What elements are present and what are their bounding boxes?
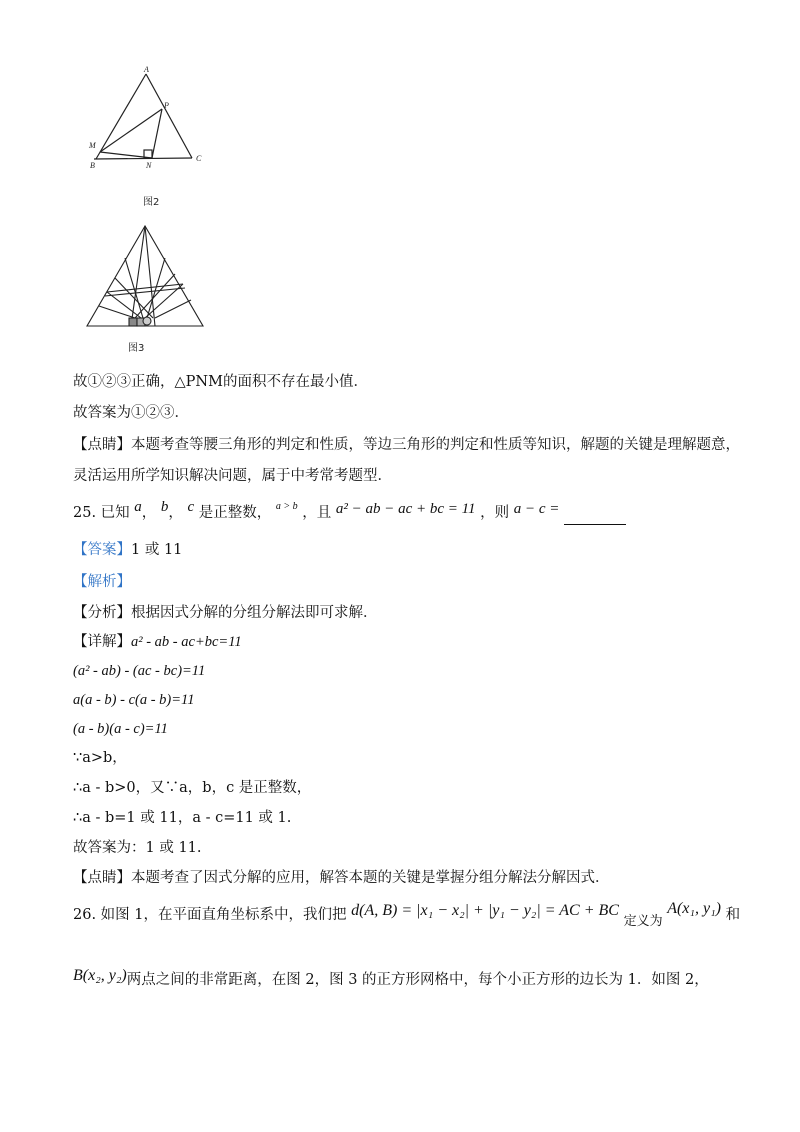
segment-mp — [100, 109, 162, 152]
xiangjie-row — [73, 632, 242, 652]
step-1: a² - ab - ac+bc=11 — [131, 634, 242, 650]
dianjing-2: 【点睛】本题考查了因式分解的应用，解答本题的关键是掌握分组分解法分解因式． — [73, 870, 610, 886]
q25-and: ，且 — [302, 505, 332, 521]
step-7: ∴a - b=1 或 11，a - c=11 或 1. — [73, 810, 292, 826]
dianjing-line-2: 灵活运用所学知识解决问题，属于中考常考题型． — [73, 468, 392, 484]
segment-pn — [152, 109, 162, 158]
figure-2 — [80, 62, 230, 212]
answer-text: 1 或 11 — [131, 542, 183, 558]
label-n: N — [146, 161, 152, 170]
answer-line: 故答案为①②③． — [73, 405, 189, 421]
figure-3 — [85, 222, 210, 332]
q25-prefix: 25. 已知 — [73, 505, 130, 521]
q26-rest: 两点之间的非常距离，在图 2，图 3 的正方形网格中，每个小正方形的边长为 1．如图 2， — [126, 972, 709, 988]
q25-condition: a > b — [275, 501, 298, 512]
q25-then: ，则 — [480, 505, 510, 521]
q25-mid: 是正整数， — [198, 505, 272, 521]
inner-line-10 — [155, 300, 191, 318]
fenxi-line: 【分析】根据因式分解的分组分解法即可求解． — [73, 605, 378, 621]
step-5: ∵a>b， — [73, 750, 127, 766]
inner-line-3 — [107, 284, 183, 292]
conclusion-line: 故①②③正确，△PNM的面积不存在最小值． — [73, 374, 368, 390]
xiangjie-tag: 【详解】 — [73, 634, 131, 650]
step-8: 故答案为：1 或 11. — [73, 840, 202, 856]
label-b: B — [90, 161, 95, 170]
question-25: 25. 已知 a， b， c 是正整数， $^{a > b}$ ，且 a² − ab − ac + bc = 11 ，则 a − c = — [73, 503, 626, 525]
q26-formula: d(A, B) = |x₁ − x₂| + |y₁ − y₂| = AC + BC — [351, 902, 619, 919]
step-6: ∴a - b>0，又∵a，b，c 是正整数， — [73, 780, 312, 796]
square-marks — [129, 318, 137, 326]
q26-prefix: 26. 如图 1，在平面直角坐标系中，我们把 — [73, 907, 347, 923]
segment-bc — [94, 158, 192, 159]
question-26-line-2 — [73, 967, 709, 990]
segment-ab — [96, 74, 146, 159]
q26-and: 和 — [725, 907, 741, 923]
outer-triangle — [87, 226, 203, 326]
dianjing-line-1: 【点睛】本题考查等腰三角形的判定和性质，等边三角形的判定和性质等知识，解题的关键是理解题意， — [73, 437, 740, 453]
q26-point-a: A(x₁, y₁) — [667, 900, 721, 917]
q25-equation: a² − ab − ac + bc = 11 — [335, 501, 476, 517]
q25-ask: a − c = — [513, 501, 560, 517]
step-3: a(a - b) - c(a - b)=11 — [73, 692, 195, 708]
q25-var-c: c — [187, 499, 195, 515]
answer-row — [73, 540, 182, 560]
label-a: A — [144, 65, 149, 74]
circle-mark — [143, 317, 151, 325]
q26-point-b: B(x₂, y₂) — [73, 967, 127, 984]
q26-def: 定义为 — [623, 914, 663, 929]
answer-tag: 【答案】 — [73, 542, 131, 558]
inner-line-4 — [105, 288, 185, 296]
step-4: (a - b)(a - c)=11 — [73, 721, 168, 737]
step-2: (a² - ab) - (ac - bc)=11 — [73, 663, 206, 679]
label-m: M — [89, 141, 96, 150]
label-c: C — [196, 154, 202, 163]
inner-line-1 — [131, 226, 145, 326]
inner-line-9 — [99, 306, 135, 318]
analysis-tag: 【解析】 — [73, 574, 131, 590]
answer-blank — [564, 510, 626, 525]
label-p: P — [164, 101, 169, 110]
figure-3-caption: 图3 — [128, 343, 145, 354]
figure-2-caption: 图2 — [143, 197, 160, 208]
q25-var-a: a — [134, 499, 142, 515]
q25-var-b: b — [160, 499, 169, 515]
question-26-line-1 — [73, 900, 741, 929]
